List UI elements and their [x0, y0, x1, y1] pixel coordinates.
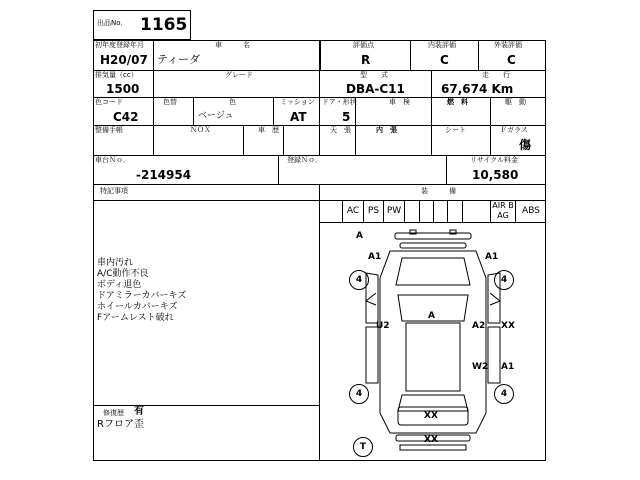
note-line: ドアミラーカバーキズ — [97, 291, 187, 301]
score-label: 評価点 — [353, 41, 374, 49]
first-registration-year: H20/07 — [100, 53, 148, 67]
color-code: C42 — [113, 110, 139, 124]
chassis-number: -214954 — [136, 168, 192, 182]
recycle-fee: 10,580 — [472, 168, 519, 182]
damage-hood: A — [428, 311, 435, 321]
note-line: Fアームレスト破れ — [97, 313, 174, 323]
equip-ps: PS — [363, 200, 383, 222]
damage-right-rear-door: W2 — [472, 362, 489, 372]
car-name: ティーダ — [157, 53, 201, 66]
equip-abs: ABS — [515, 200, 546, 222]
damage-front-bumper: A — [356, 231, 363, 241]
displacement-label: 排気量（cc） — [95, 71, 138, 79]
note-line: 車内汚れ — [97, 258, 134, 268]
exterior-grade: C — [507, 53, 516, 67]
grade-label: グレード — [225, 71, 253, 79]
equip-blank — [462, 200, 490, 222]
model-code: DBA-C11 — [346, 82, 405, 96]
damage-right-front-door: A2 — [472, 321, 486, 331]
equip-ac: AC — [342, 200, 363, 222]
repaint-label: 色替 — [163, 98, 177, 106]
drive-label: 駆 動 — [505, 98, 526, 106]
mileage-label: 走 行 — [482, 71, 510, 79]
mileage: 67,674 Km — [441, 82, 514, 96]
repair-detail: Rフロア歪 — [97, 419, 144, 430]
door-count: 5 — [342, 110, 351, 124]
lot-label: 出品No． — [97, 19, 128, 27]
equip-blank — [433, 200, 447, 222]
color-code-label: 色コード — [95, 98, 123, 106]
note-line: ホイールカバーキズ — [97, 302, 178, 312]
registration-label: 登録Ｎｏ． — [287, 156, 322, 164]
lot-number: 1165 — [140, 15, 188, 35]
front-glass-label: Ｆガラス — [500, 126, 528, 134]
inner-lining-label: 内 張 — [376, 126, 397, 134]
front-glass-status: 傷 — [519, 138, 532, 152]
roof-lining-label: 天 張 — [330, 126, 351, 134]
year-label: 初年度登録年月 — [95, 41, 144, 49]
note-line: ボディ退色 — [97, 280, 142, 290]
equip-blank — [447, 200, 462, 222]
equip-blank — [404, 200, 419, 222]
equipment-label: 装 備 — [421, 187, 456, 195]
mission-label: ミッション — [280, 98, 315, 106]
damage-right-front-door-extra: XX — [501, 321, 515, 331]
transmission: AT — [290, 110, 307, 124]
fuel-label: 燃 料 — [447, 98, 468, 106]
note-line: A/C動作不良 — [97, 269, 149, 279]
tire-rear-left: 4 — [349, 384, 369, 404]
repair-history-value: 有 — [134, 406, 144, 417]
color-label: 色 — [229, 98, 236, 106]
damage-front-right-fender: A1 — [485, 252, 499, 262]
car-name-label: 車 名 — [215, 41, 250, 49]
evaluation-score: R — [361, 53, 371, 67]
displacement: 1500 — [106, 82, 140, 96]
damage-rear-bumper: XX — [424, 435, 438, 445]
spare-tire: T — [353, 437, 373, 457]
notes-label: 特記事項 — [100, 187, 128, 195]
maintenance-log-label: 整備手帳 — [95, 126, 123, 134]
chassis-label: 車台Ｎｏ． — [95, 156, 130, 164]
damage-front-left-fender: A1 — [368, 252, 382, 262]
inspection-label: 車 検 — [389, 98, 410, 106]
lot-number-box — [93, 10, 191, 40]
model-label: 型 式 — [360, 71, 388, 79]
equip-airbag: AIR BAG — [490, 200, 515, 222]
equip-pw: PW — [383, 200, 404, 222]
seat-label: シート — [445, 126, 466, 134]
equip-blank — [419, 200, 433, 222]
tire-front-right: 4 — [494, 270, 514, 290]
car-damage-diagram — [320, 223, 546, 461]
interior-grade: C — [440, 53, 449, 67]
nox-label: ＮＯＸ — [190, 126, 211, 134]
door-label: ドア・形状 — [322, 98, 357, 106]
car-history-label: 車 歴 — [258, 126, 279, 134]
body-color: ベージュ — [198, 111, 234, 121]
damage-trunk: XX — [424, 411, 438, 421]
damage-right-rear-fender: A1 — [501, 362, 515, 372]
damage-left-door: U2 — [376, 321, 390, 331]
recycle-fee-label: リサイクル料金 — [470, 156, 519, 164]
tire-rear-right: 4 — [494, 384, 514, 404]
repair-history-label: 修復歴 — [103, 409, 124, 417]
tire-front-left: 4 — [349, 270, 369, 290]
interior-label: 内装評価 — [428, 41, 456, 49]
exterior-label: 外装評価 — [494, 41, 522, 49]
